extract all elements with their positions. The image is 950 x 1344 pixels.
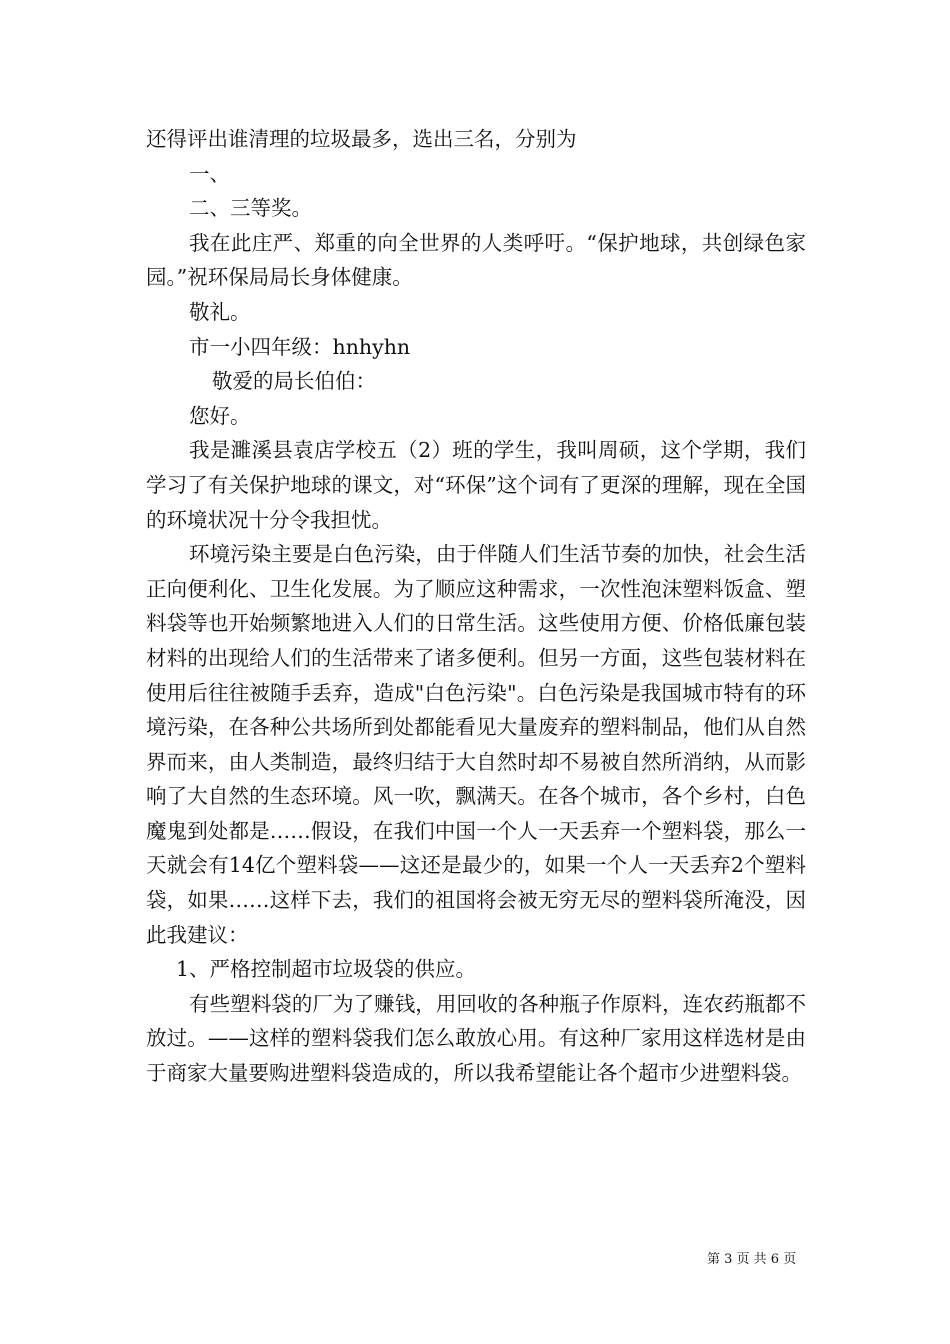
paragraph: 环境污染主要是白色污染，由于伴随人们生活节奏的加快，社会生活正向便利化、卫生化发展。为了顺应这种需求，一次性泡沫塑料饭盒、塑料袋等也开始频繁地进入人们的日常生活。这些使用方便、价格低廉包装材料的出现给人们的生活带来了诸多便利。但另一方面，这些包装材料在使用后往往被随手丢弃，造成"白色污染"。白色污染是我国城市特有的环境污染，在各种公共场所到处都能看见大量废弃的塑料制品，他们从自然界而来，由人类制造，最终归结于大自然时却不易被自然所消纳，从而影响了大自然的生态环境。风一吹，飘满天。在各个城市，各个乡村，白色魔鬼到处都是……假设，在我们中国一个人一天丢弃一个塑料袋，那么一天就会有14亿个塑料袋——这还是最少的，如果一个人一天丢弃2个塑料袋，如果……这样下去，我们的祖国将会被无穷无尽的塑料袋所淹没，因此我建议： — [146, 542, 806, 947]
paragraph: 还得评出谁清理的垃圾最多，选出三名，分别为 — [146, 127, 577, 151]
signature-line: 市一小四年级：hnhyhn — [189, 334, 411, 359]
paragraph: 有些塑料袋的厂为了赚钱，用回收的各种瓶子作原料，连农药瓶都不放过。——这样的塑料袋我们怎么敢放心用。有这种厂家用这样选材是由于商家大量要购进塑料袋造成的，所以我希望能让各个超市少进塑料袋。 — [146, 991, 806, 1086]
paragraph: 您好。 — [189, 403, 251, 428]
salutation: 敬爱的局长伯伯： — [212, 369, 376, 394]
paragraph: 我在此庄严、郑重的向全世界的人类呼吁。“保护地球，共创绿色家园。”祝环保局局长身体健康。 — [146, 230, 806, 290]
page-number: 第 3 页 共 6 页 — [707, 1252, 797, 1267]
paragraph: 1、严格控制超市垃圾袋的供应。 — [176, 957, 477, 982]
paragraph: 二、三等奖。 — [189, 196, 312, 221]
document-body — [146, 122, 806, 1091]
paragraph: 一、 — [189, 161, 230, 186]
paragraph: 敬礼。 — [189, 299, 251, 324]
paragraph: 我是濉溪县袁店学校五（2）班的学生，我叫周硕，这个学期，我们学习了有关保护地球的课文，对“环保”这个词有了更深的理解，现在全国的环境状况十分令我担忧。 — [146, 438, 806, 532]
